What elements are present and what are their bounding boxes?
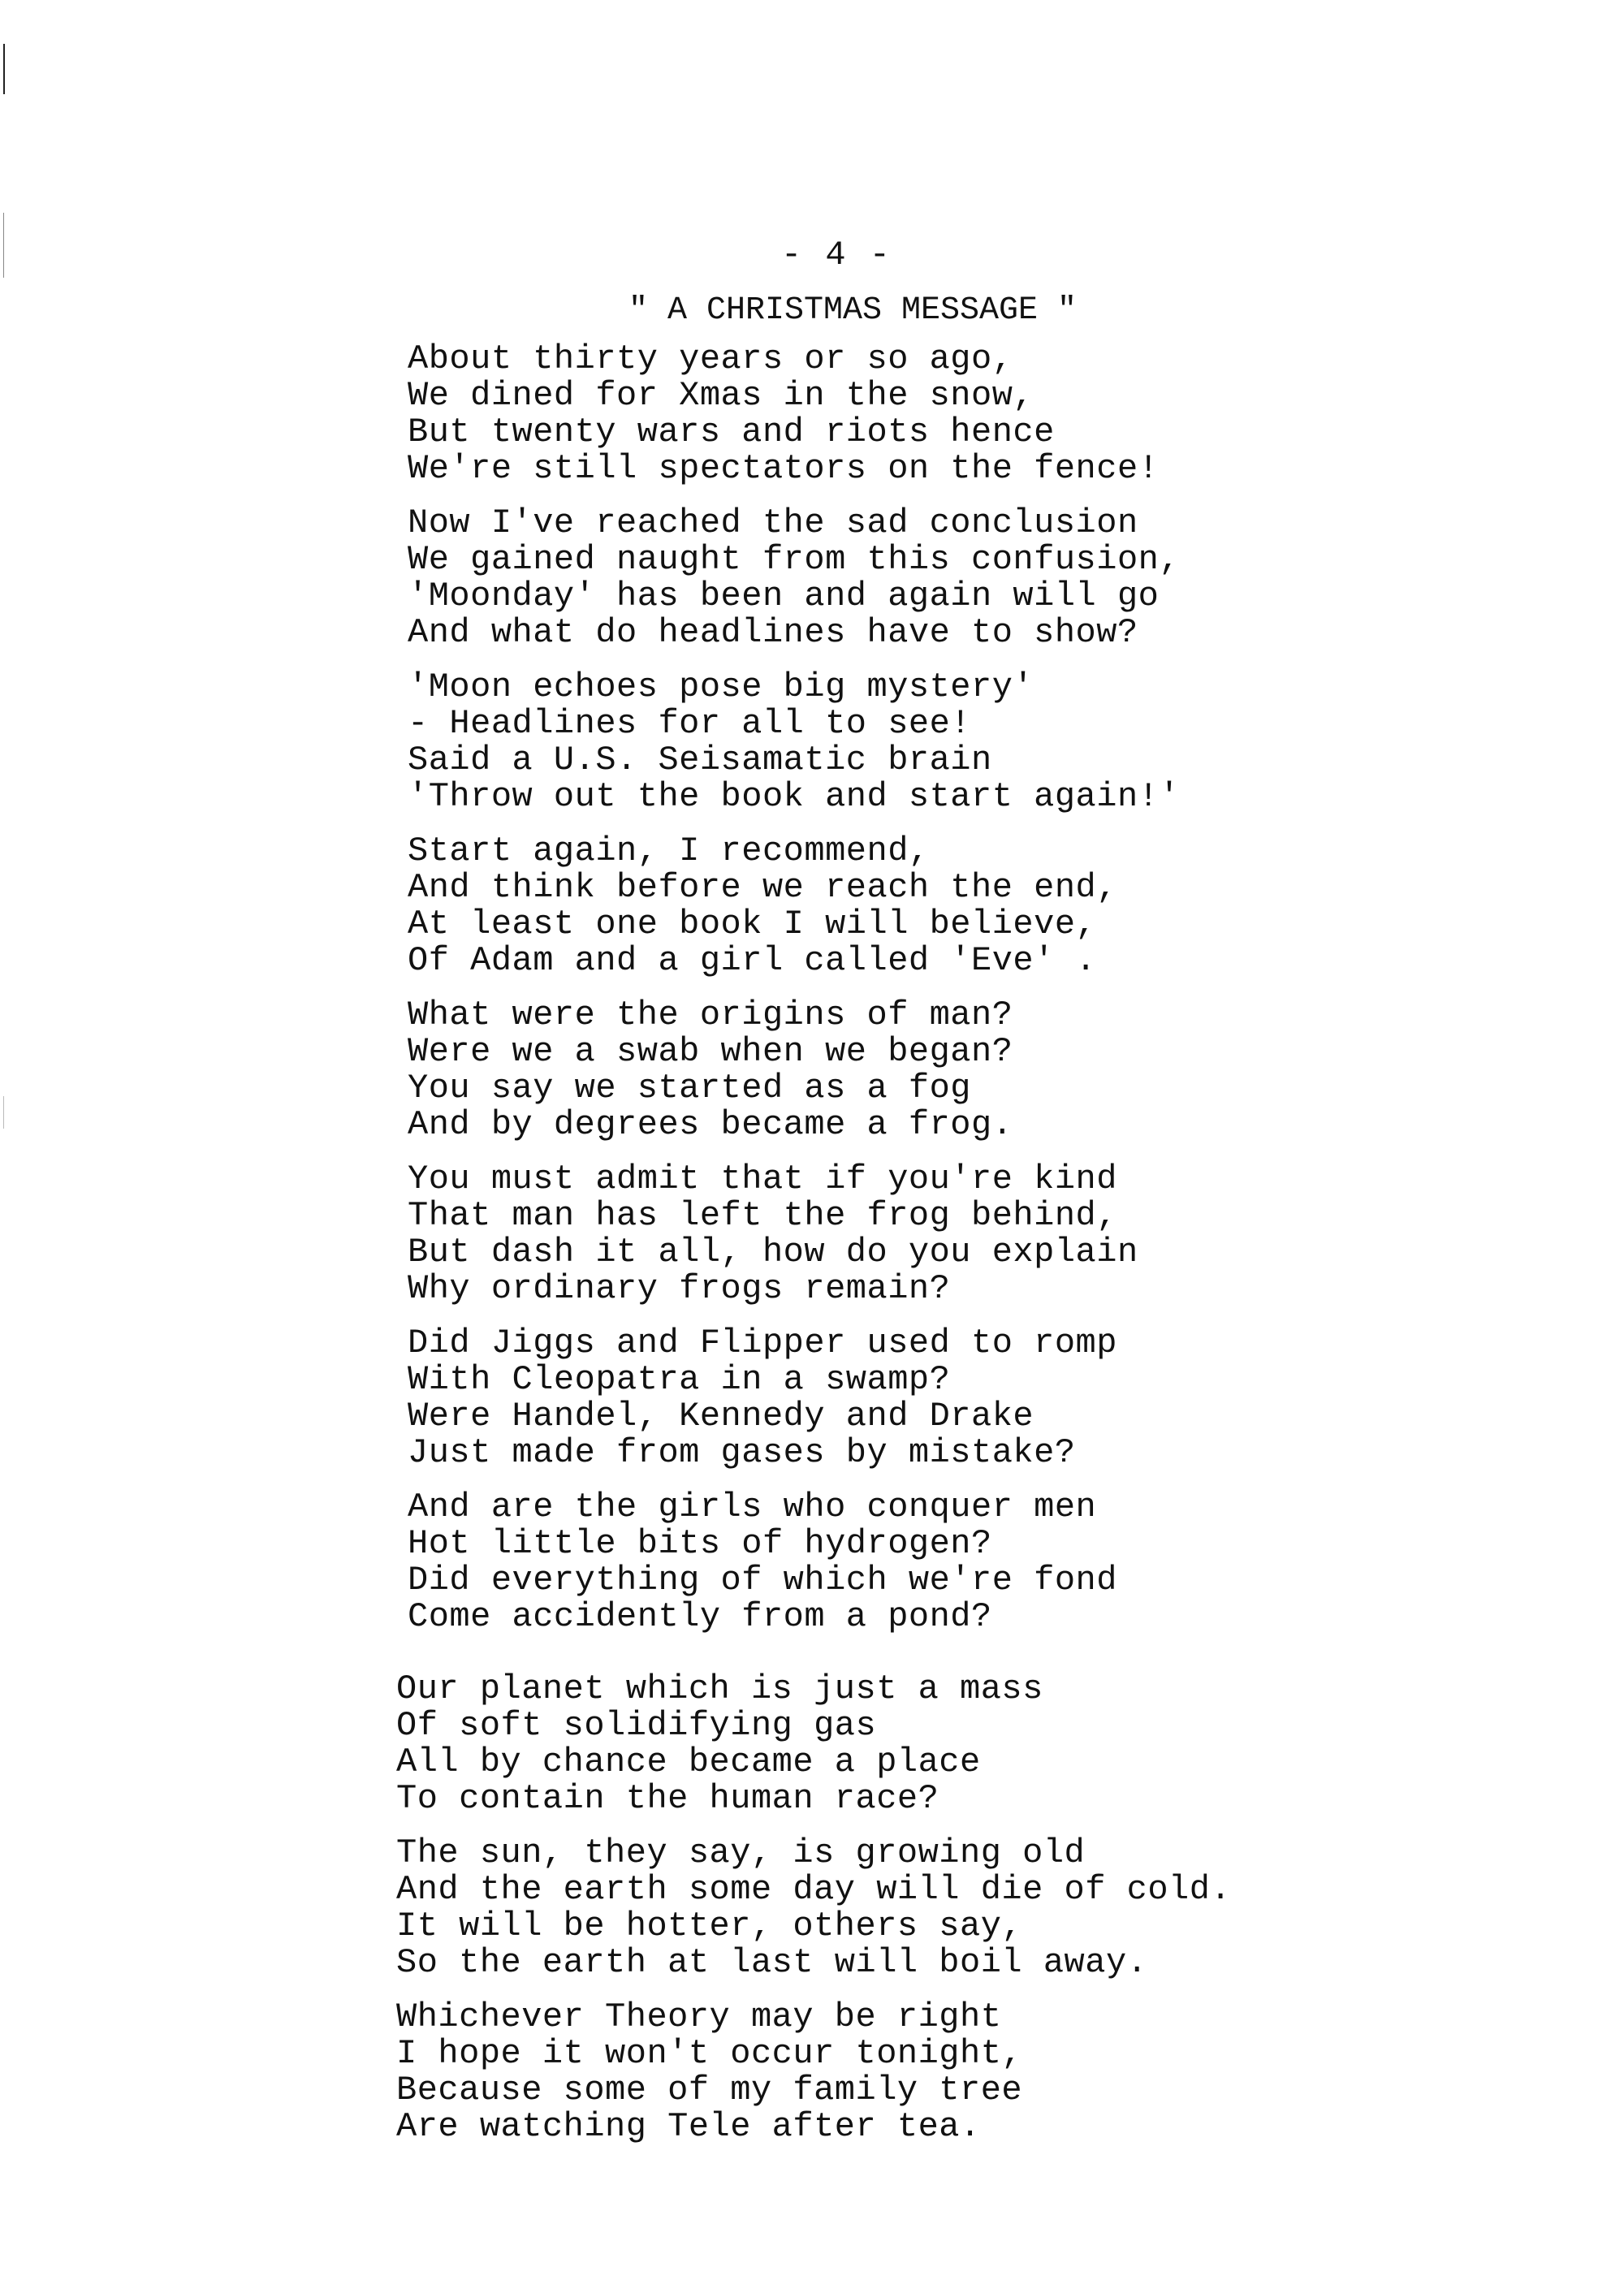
- poem-line: You say we started as a fog: [408, 1069, 972, 1108]
- poem-line: Come accidently from a pond?: [408, 1597, 992, 1636]
- poem-line: I hope it won't occur tonight,: [396, 2034, 1023, 2073]
- poem-line: But dash it all, how do you explain: [408, 1233, 1138, 1272]
- stanza-4: [408, 833, 1609, 979]
- poem-line: The sun, they say, is growing old: [396, 1833, 1086, 1872]
- poem-line: With Cleopatra in a swamp?: [408, 1360, 951, 1399]
- poem-body: [396, 339, 1609, 2163]
- poem-line: We gained naught from this confusion,: [408, 540, 1181, 579]
- poem-line: Did everything of which we're fond: [408, 1561, 1117, 1600]
- poem-line: And by degrees became a frog.: [408, 1105, 1013, 1144]
- poem-line: And think before we reach the end,: [408, 868, 1117, 907]
- poem-line: Start again, I recommend,: [408, 831, 930, 870]
- margin-mark: [3, 1096, 4, 1129]
- poem-line: 'Moonday' has been and again will go: [408, 576, 1160, 615]
- page-number: - 4 -: [780, 235, 892, 274]
- stanza-9: [396, 1671, 1609, 1817]
- stanza-2: [408, 505, 1609, 651]
- poem-line: To contain the human race?: [396, 1779, 939, 1818]
- poem-line: What were the origins of man?: [408, 995, 1013, 1034]
- stanza-6: [408, 1161, 1609, 1307]
- poem-line: Hot little bits of hydrogen?: [408, 1524, 992, 1563]
- poem-line: Because some of my family tree: [396, 2071, 1023, 2109]
- stanza-11: [396, 1999, 1609, 2145]
- poem-line: 'Throw out the book and start again!': [408, 777, 1181, 816]
- poem-line: All by chance became a place: [396, 1742, 981, 1781]
- margin-mark: [3, 44, 5, 94]
- poem-line: Just made from gases by mistake?: [408, 1433, 1076, 1472]
- stanza-1: [408, 341, 1609, 487]
- stanza-10: [396, 1835, 1609, 1981]
- poem-line: We dined for Xmas in the snow,: [408, 376, 1034, 415]
- poem-line: Our planet which is just a mass: [396, 1669, 1043, 1708]
- stanza-3: [408, 669, 1609, 815]
- poem-line: Were Handel, Kennedy and Drake: [408, 1397, 1034, 1436]
- poem-line: Said a U.S. Seisamatic brain: [408, 741, 992, 779]
- poem-line: But twenty wars and riots hence: [408, 412, 1055, 451]
- poem-line: So the earth at last will boil away.: [396, 1943, 1148, 1982]
- poem-title: " A CHRISTMAS MESSAGE ": [628, 292, 1078, 329]
- poem-line: About thirty years or so ago,: [408, 339, 1013, 378]
- poem-line: Whichever Theory may be right: [396, 1997, 1002, 2036]
- poem-line: Of soft solidifying gas: [396, 1706, 877, 1745]
- poem-line: Now I've reached the sad conclusion: [408, 503, 1138, 542]
- poem-line: Were we a swab when we began?: [408, 1032, 1013, 1071]
- poem-line: Are watching Tele after tea.: [396, 2107, 981, 2146]
- stanza-7: [408, 1325, 1609, 1471]
- poem-line: Why ordinary frogs remain?: [408, 1269, 951, 1308]
- poem-line: You must admit that if you're kind: [408, 1159, 1117, 1198]
- poem-line: Did Jiggs and Flipper used to romp: [408, 1324, 1117, 1362]
- stanza-5: [408, 997, 1609, 1143]
- poem-line: At least one book I will believe,: [408, 905, 1097, 944]
- poem-line: And what do headlines have to show?: [408, 613, 1138, 652]
- poem-line: And the earth some day will die of cold.: [396, 1870, 1232, 1909]
- poem-line: Of Adam and a girl called 'Eve' .: [408, 941, 1097, 980]
- poem-line: - Headlines for all to see!: [408, 704, 972, 743]
- poem-line: We're still spectators on the fence!: [408, 449, 1160, 488]
- poem-line: 'Moon echoes pose big mystery': [408, 667, 1034, 706]
- stanza-8: [408, 1489, 1609, 1635]
- poem-line: It will be hotter, others say,: [396, 1907, 1023, 1945]
- poem-line: That man has left the frog behind,: [408, 1196, 1117, 1235]
- poem-line: And are the girls who conquer men: [408, 1488, 1097, 1527]
